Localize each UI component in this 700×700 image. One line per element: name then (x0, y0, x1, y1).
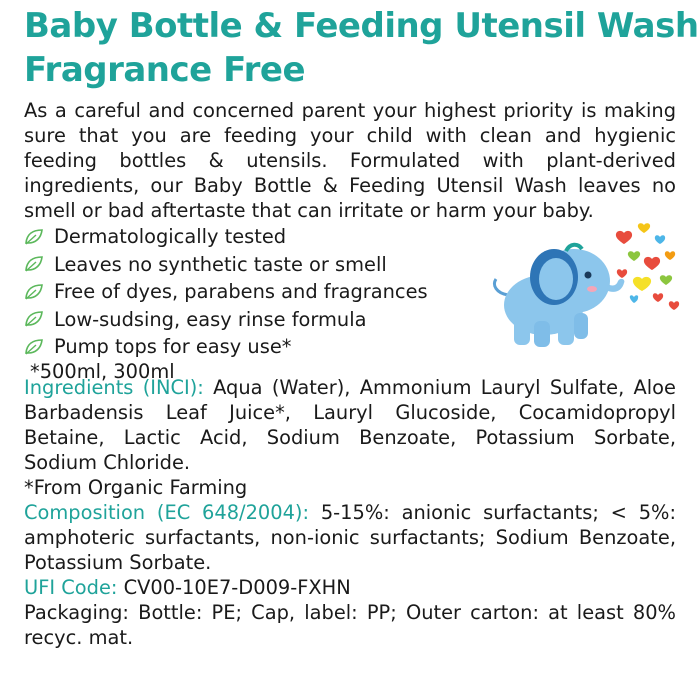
intro-paragraph: As a careful and concerned parent your highest priority is making sure that you are feeding your child with clean and hygienic feeding bottles & utensils. Formulated with plant-derived ingredients, our Baby Bottle & Feeding Utensil Wash leaves no smell or bad aftertaste that can irritate or harm your baby. (24, 99, 676, 222)
ingredients-label: Ingredients (INCI): (24, 376, 204, 399)
ufi-value: CV00-10E7-D009-FXHN (117, 576, 351, 599)
packaging-paragraph: Packaging: Bottle: PE; Cap, label: PP; Outer carton: at least 80% recyc. mat. (24, 601, 676, 649)
leaf-icon (24, 255, 44, 273)
ingredients-paragraph (24, 375, 676, 500)
hearts-decoration (616, 223, 679, 310)
leaf-icon (24, 310, 44, 328)
feature-text: Pump tops for easy use* (54, 335, 292, 358)
product-title (24, 4, 699, 92)
sizes-note: *500ml, 300ml (30, 359, 175, 383)
leaf-icon (24, 228, 44, 246)
ufi-label: UFI Code: (24, 576, 118, 599)
composition-text: 5-15%: anionic surfactants; < 5%: amphoteric surfactants, non-ionic surfactants; Sodium Benzoate, Potassium Sorbate. (24, 501, 676, 574)
leaf-icon (24, 283, 44, 301)
product-info-page (24, 4, 699, 650)
title-line-2: Fragrance Free (24, 50, 306, 90)
feature-text: Leaves no synthetic taste or smell (54, 252, 387, 276)
title-line-1: Baby Bottle & Feeding Utensil Wash (24, 6, 699, 46)
organic-note: *From Organic Farming (24, 476, 248, 499)
feature-text: Low-sudsing, easy rinse formula (54, 307, 367, 331)
elephant-illustration (474, 213, 684, 363)
feature-text: Free of dyes, parabens and fragrances (54, 280, 428, 303)
composition-paragraph (24, 500, 676, 575)
leaf-icon (24, 338, 44, 356)
feature-text: Dermatologically tested (54, 225, 287, 248)
composition-label: Composition (EC 648/2004): (24, 501, 310, 524)
ingredients-text: Aqua (Water), Ammonium Lauryl Sulfate, Aloe Barbadensis Leaf Juice*, Lauryl Glucoside, Cocamidopropyl Betaine, Lactic Acid, Sodium Benzoate, Potassium Sorbate, Sodium Chloride. (24, 376, 676, 474)
features-section (24, 223, 676, 383)
ufi-line (24, 575, 676, 600)
